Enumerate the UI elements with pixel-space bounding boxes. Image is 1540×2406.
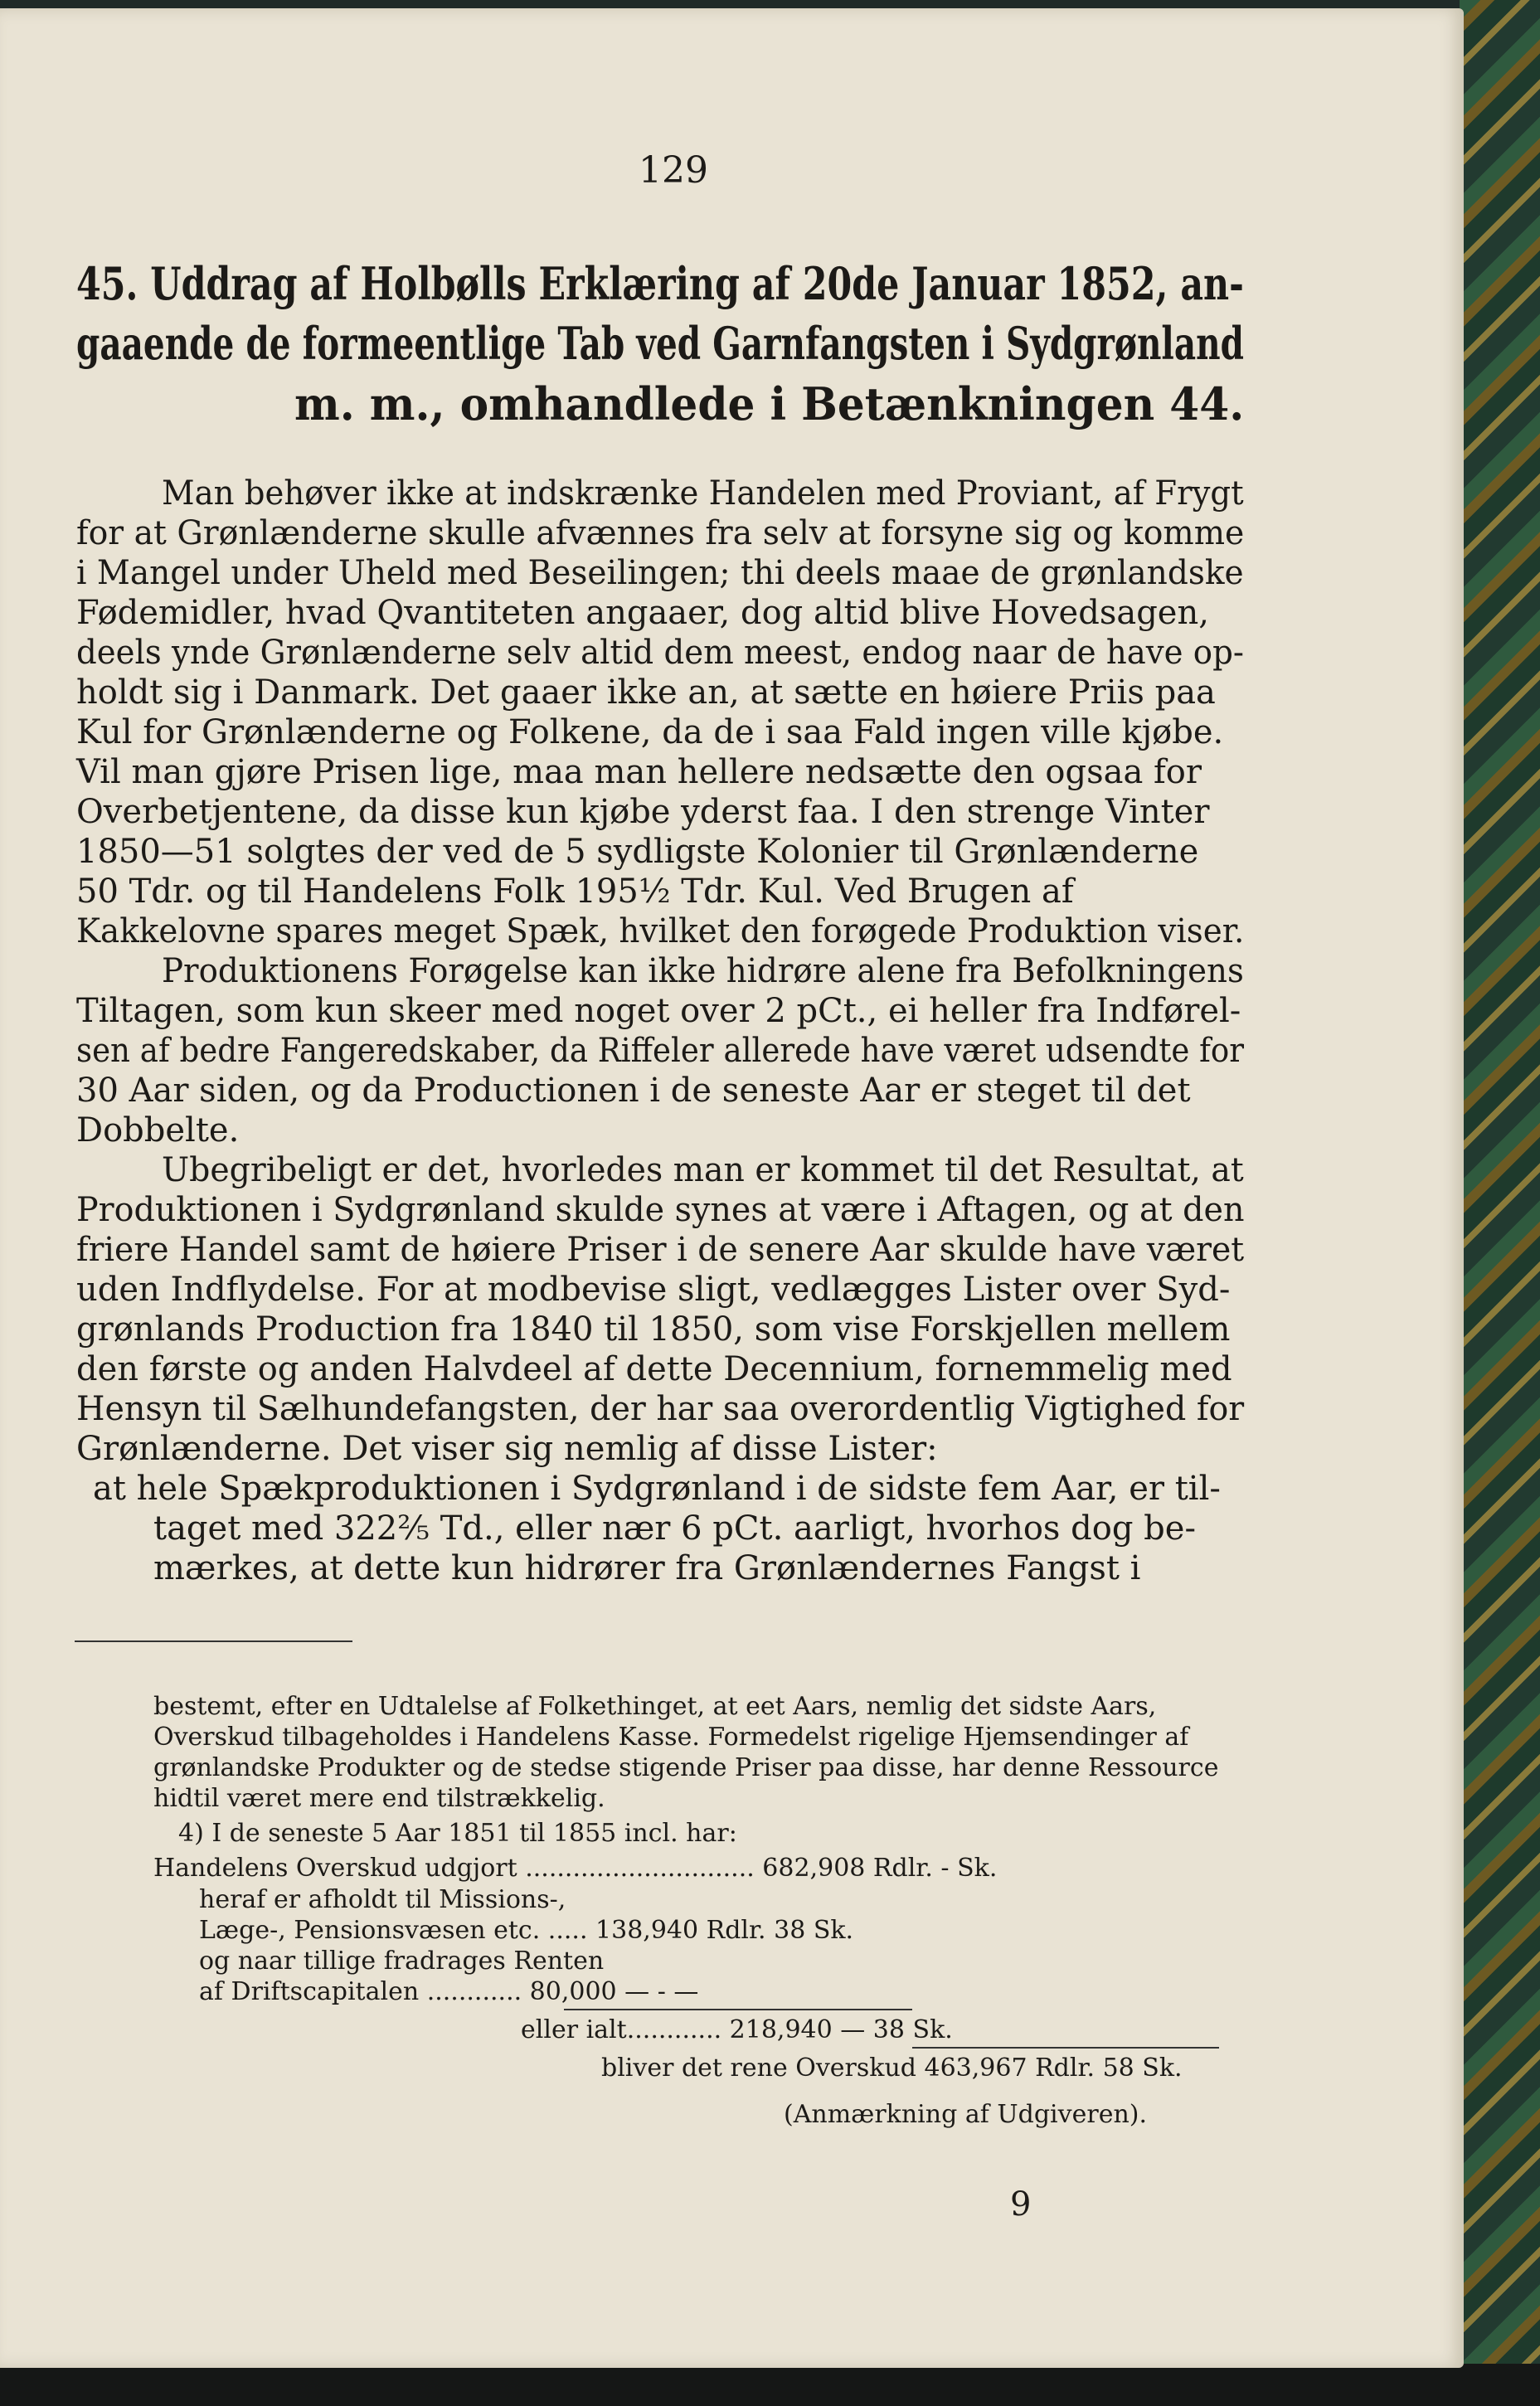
- body-line: mærkes, at dette kun hidrører fra Grønlændernes Fangst i: [153, 1549, 1141, 1587]
- body-line: i Mangel under Uheld med Beseilingen; thi deels maae de grønlandske: [76, 554, 1244, 592]
- body-line: Fødemidler, hvad Qvantiteten angaaer, dog altid blive Hovedsagen,: [76, 594, 1209, 632]
- body-line: holdt sig i Danmark. Det gaaer ikke an, at sætte en høiere Priis paa: [76, 673, 1216, 712]
- sum-rule: [564, 2009, 912, 2010]
- body-line: sen af bedre Fangeredskaber, da Riffeler allerede have været udsendte for: [76, 1032, 1245, 1070]
- book-spine: [1460, 0, 1540, 2406]
- body-line: 50 Tdr. og til Handelens Folk 195½ Tdr. Kul. Ved Brugen af: [76, 872, 1074, 911]
- body-line: 30 Aar siden, og da Productionen i de seneste Aar er steget til det: [76, 1072, 1191, 1110]
- sum-rule: [912, 2047, 1219, 2049]
- body-line: grønlands Production fra 1840 til 1850, som vise Forskjellen mellem: [76, 1310, 1231, 1349]
- body-line: Overbetjentene, da disse kun kjøbe yderst faa. I den strenge Vinter: [76, 793, 1210, 831]
- heading-line: m. m., omhandlede i Betænkningen 44.: [294, 377, 1245, 430]
- heading-line: 45. Uddrag af Holbølls Erklæring af 20de Januar 1852, an-: [76, 257, 1244, 310]
- body-line: 1850—51 solgtes der ved de 5 sydligste Kolonier til Grønlænderne: [76, 833, 1199, 871]
- footnote-line: grønlandske Produkter og de stedse stigende Priser paa disse, har denne Ressource: [153, 1753, 1219, 1782]
- page-shadow: [0, 2364, 1540, 2406]
- body-line: Produktionen i Sydgrønland skulde synes at være i Aftagen, og at den: [76, 1191, 1245, 1229]
- page-number: 129: [639, 149, 708, 192]
- footnote-line: Læge-, Pensionsvæsen etc. ..... 138,940 Rdlr. 38 Sk.: [199, 1916, 854, 1945]
- body-line: Man behøver ikke at indskrænke Handelen med Proviant, af Frygt: [162, 474, 1244, 513]
- body-line: deels ynde Grønlænderne selv altid dem meest, endog naar de have op-: [76, 634, 1244, 672]
- footnote-separator: [75, 1640, 352, 1642]
- body-line: uden Indflydelse. For at modbevise sligt, vedlægges Lister over Syd-: [76, 1271, 1231, 1309]
- footnote-line: Handelens Overskud udgjort ............................. 682,908 Rdlr. - Sk.: [153, 1854, 998, 1883]
- footnote-line: bliver det rene Overskud 463,967 Rdlr. 58 Sk.: [601, 2054, 1183, 2083]
- footnote-line: hidtil været mere end tilstrækkelig.: [153, 1784, 605, 1813]
- heading-line: gaaende de formeentlige Tab ved Garnfangsten i Sydgrønland: [76, 317, 1244, 370]
- body-line: taget med 322⅖ Td., eller nær 6 pCt. aarligt, hvorhos dog be-: [153, 1509, 1196, 1548]
- body-line: Dobbelte.: [76, 1111, 240, 1150]
- body-line: friere Handel samt de høiere Priser i de senere Aar skulde have været: [76, 1231, 1245, 1269]
- body-line: Ubegribeligt er det, hvorledes man er kommet til det Resultat, at: [162, 1151, 1244, 1189]
- body-line: den første og anden Halvdeel af dette Decennium, fornemmelig med: [76, 1350, 1232, 1388]
- footnote-line: 4) I de seneste 5 Aar 1851 til 1855 incl. har:: [178, 1819, 737, 1848]
- body-line: at hele Spækproduktionen i Sydgrønland i de sidste fem Aar, er til-: [93, 1470, 1221, 1508]
- body-line: Hensyn til Sælhundefangsten, der har saa overordentlig Vigtighed for: [76, 1390, 1245, 1428]
- footnote-line: bestemt, efter en Udtalelse af Folkethinget, at eet Aars, nemlig det sidste Aars,: [153, 1692, 1157, 1721]
- footnote-line: og naar tillige fradrages Renten: [199, 1947, 605, 1976]
- footnote-line: Overskud tilbageholdes i Handelens Kasse. Formedelst rigelige Hjemsendinger af: [153, 1723, 1189, 1752]
- book-page: [0, 8, 1464, 2368]
- body-line: Vil man gjøre Prisen lige, maa man hellere nedsætte den ogsaa for: [76, 753, 1202, 791]
- footnote-line: (Anmærkning af Udgiveren).: [784, 2100, 1148, 2129]
- sheet-signature: 9: [1010, 2185, 1032, 2224]
- body-line: for at Grønlænderne skulle afvænnes fra selv at forsyne sig og komme: [76, 514, 1245, 552]
- body-line: Produktionens Forøgelse kan ikke hidrøre alene fra Befolkningens: [162, 952, 1244, 990]
- body-line: Grønlænderne. Det viser sig nemlig af disse Lister:: [76, 1430, 938, 1468]
- body-line: Tiltagen, som kun skeer med noget over 2 pCt., ei heller fra Indførel-: [76, 992, 1241, 1030]
- footnote-line: eller ialt............ 218,940 — 38 Sk.: [521, 2015, 953, 2044]
- body-line: Kul for Grønlænderne og Folkene, da de i saa Fald ingen ville kjøbe.: [76, 713, 1224, 751]
- body-line: Kakkelovne spares meget Spæk, hvilket den forøgede Produktion viser.: [76, 912, 1245, 950]
- footnote-line: af Driftscapitalen ............ 80,000 — - —: [199, 1977, 699, 2006]
- footnote-line: heraf er afholdt til Missions-,: [199, 1885, 566, 1914]
